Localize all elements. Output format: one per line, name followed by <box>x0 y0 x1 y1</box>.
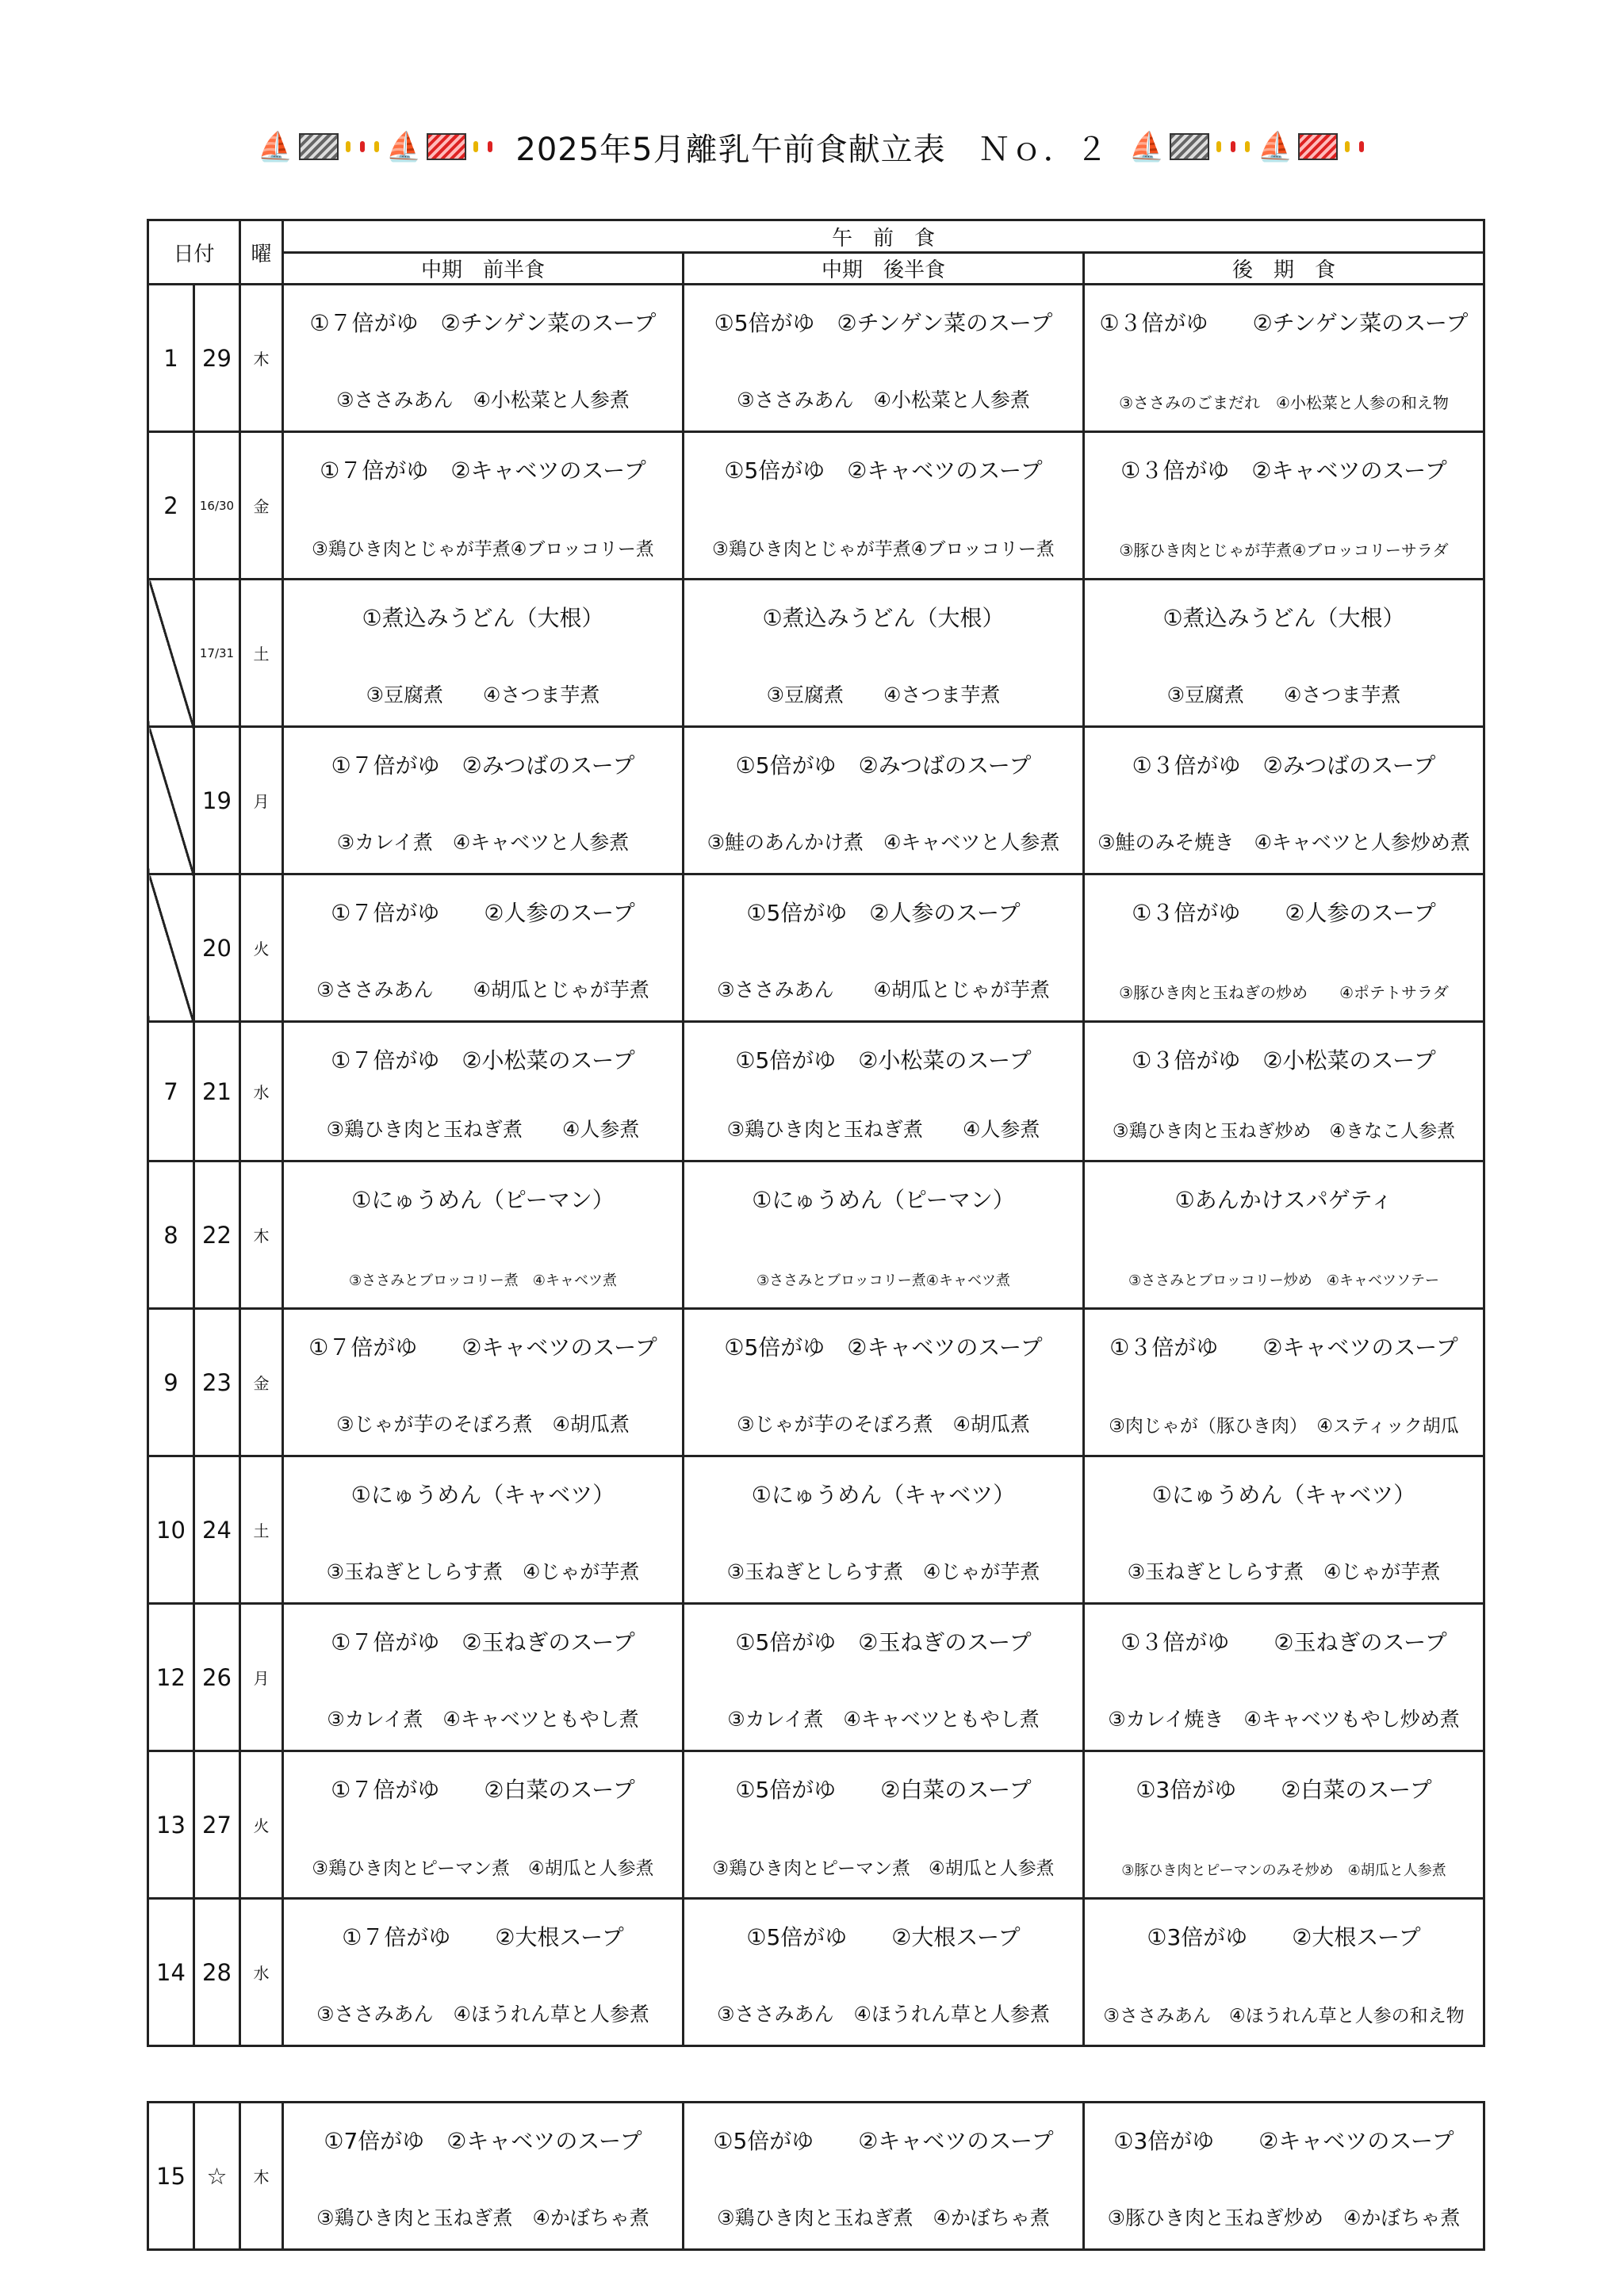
meal-line-1: ①7倍がゆ ②キャベツのスープ <box>324 2128 642 2154</box>
streamer-icon <box>1216 141 1221 152</box>
koinobori-red-icon <box>427 133 466 160</box>
row-weekday: 土 <box>240 1456 283 1604</box>
row-day: ☆ <box>194 2103 240 2250</box>
header-col-late: 後 期 食 <box>1084 253 1484 285</box>
meal-line-1: ①７倍がゆ ②白菜のスープ <box>331 1777 635 1803</box>
meal-line-2: ③鮭のあんかけ煮 ④キャベツと人参煮 <box>707 831 1060 854</box>
meal-line-2: ③カレイ煮 ④キャベツと人参煮 <box>336 831 630 854</box>
ship-icon: ⛵ <box>385 131 423 163</box>
meal-cell-m1 <box>283 432 684 580</box>
special-table <box>147 2101 1485 2251</box>
meal-cell-m2 <box>684 285 1084 432</box>
meal-line-1: ①にゅうめん（ピーマン） <box>752 1187 1015 1213</box>
meal-line-2: ③ささみのごまだれ ④小松菜と人参の和え物 <box>1119 393 1449 412</box>
meal-line-1: ①３倍がゆ ②チンゲン菜のスープ <box>1099 310 1469 336</box>
header-col-mid-late: 中期 後半食 <box>684 253 1084 285</box>
meal-cell-m2 <box>684 1899 1084 2046</box>
meal-line-1: ①煮込みうどん（大根） <box>762 605 1005 631</box>
meal-line-1: ①3倍がゆ ②白菜のスープ <box>1136 1777 1432 1803</box>
meal-cell-m3 <box>1084 2103 1484 2250</box>
meal-cell-m3 <box>1084 1022 1484 1161</box>
row-number: 8 <box>148 1161 194 1309</box>
row-day: 16/30 <box>194 432 240 580</box>
meal-line-1: ①にゅうめん（キャベツ） <box>350 1482 615 1508</box>
meal-line-2: ③ささみとブロッコリー煮④キャベツ煮 <box>756 1272 1010 1289</box>
meal-line-1: ①5倍がゆ ②キャベツのスープ <box>713 2128 1054 2154</box>
meal-cell-m3 <box>1084 1604 1484 1751</box>
meal-line-1: ①３倍がゆ ②キャベツのスープ <box>1109 1334 1458 1360</box>
koinobori-gray-icon <box>1170 133 1209 160</box>
meal-line-2: ③豚ひき肉とじゃが芋煮④ブロッコリーサラダ <box>1119 541 1449 560</box>
meal-cell-m3 <box>1084 727 1484 874</box>
meal-cell-m3 <box>1084 1751 1484 1899</box>
meal-line-2: ③ささみあん ④ほうれん草と人参煮 <box>316 2003 649 2026</box>
meal-cell-m3 <box>1084 1309 1484 1456</box>
meal-cell-m1 <box>283 1161 684 1309</box>
menu-row <box>148 285 1484 432</box>
meal-line-1: ①にゅうめん（キャベツ） <box>751 1482 1016 1508</box>
meal-cell-m1 <box>283 1309 684 1456</box>
meal-line-1: ①７倍がゆ ②小松菜のスープ <box>331 1047 635 1073</box>
meal-line-2: ③鶏ひき肉と玉ねぎ煮 ④人参煮 <box>726 1118 1040 1141</box>
meal-line-1: ①７倍がゆ ②人参のスープ <box>331 900 635 926</box>
meal-cell-m1 <box>283 580 684 727</box>
koinobori-red-icon <box>1298 133 1338 160</box>
meal-cell-m1 <box>283 727 684 874</box>
meal-line-1: ①5倍がゆ ②玉ねぎのスープ <box>735 1629 1032 1655</box>
menu-row <box>148 580 1484 727</box>
meal-cell-m3 <box>1084 285 1484 432</box>
meal-line-2: ③玉ねぎとしらす煮 ④じゃが芋煮 <box>326 1560 640 1583</box>
meal-line-2: ③カレイ煮 ④キャベツともやし煮 <box>327 1708 639 1731</box>
row-day: 17/31 <box>194 580 240 727</box>
ship-icon: ⛵ <box>1257 131 1294 163</box>
header-subrow <box>148 253 1484 285</box>
meal-cell-m1 <box>283 2103 684 2250</box>
meal-line-2: ③豆腐煮 ④さつま芋煮 <box>366 683 600 706</box>
meal-cell-m1 <box>283 1604 684 1751</box>
row-day: 23 <box>194 1309 240 1456</box>
meal-line-2: ③鶏ひき肉とじゃが芋煮④ブロッコリー煮 <box>312 539 654 560</box>
row-weekday: 月 <box>240 727 283 874</box>
menu-row <box>148 432 1484 580</box>
meal-cell-m1 <box>283 285 684 432</box>
meal-line-2: ③鶏ひき肉とピーマン煮 ④胡瓜と人参煮 <box>312 1858 654 1879</box>
meal-line-2: ③玉ねぎとしらす煮 ④じゃが芋煮 <box>726 1560 1040 1583</box>
meal-line-1: ①3倍がゆ ②キャベツのスープ <box>1113 2128 1454 2154</box>
meal-line-2: ③ささみあん ④小松菜と人参煮 <box>737 388 1030 411</box>
row-weekday: 木 <box>240 2103 283 2250</box>
row-day: 27 <box>194 1751 240 1899</box>
meal-line-2: ③カレイ煮 ④キャベツともやし煮 <box>727 1708 1040 1731</box>
menu-table <box>147 219 1485 2047</box>
meal-line-1: ①７倍がゆ ②みつばのスープ <box>331 752 635 779</box>
meal-cell-m3 <box>1084 432 1484 580</box>
meal-line-1: ①３倍がゆ ②玉ねぎのスープ <box>1120 1629 1447 1655</box>
page-title-bar <box>0 119 1624 174</box>
menu-row <box>148 727 1484 874</box>
meal-cell-m1 <box>283 1022 684 1161</box>
meal-line-1: ①5倍がゆ ②小松菜のスープ <box>735 1047 1032 1073</box>
streamer-icon <box>1345 141 1350 152</box>
row-number <box>148 727 194 874</box>
koinobori-gray-icon <box>299 133 339 160</box>
row-day: 20 <box>194 874 240 1022</box>
meal-line-1: ①あんかけスパゲティ <box>1174 1187 1393 1213</box>
row-day: 26 <box>194 1604 240 1751</box>
meal-line-1: ①煮込みうどん（大根） <box>1162 605 1405 631</box>
meal-line-1: ①３倍がゆ ②人参のスープ <box>1132 900 1436 926</box>
title-decoration-right <box>1129 130 1367 163</box>
meal-cell-m2 <box>684 1751 1084 1899</box>
meal-cell-m3 <box>1084 1899 1484 2046</box>
meal-line-1: ①3倍がゆ ②大根スープ <box>1147 1924 1421 1950</box>
streamer-icon <box>374 141 379 152</box>
meal-line-2: ③鮭のみそ焼き ④キャベツと人参炒め煮 <box>1097 831 1470 854</box>
meal-line-2: ③カレイ焼き ④キャベツもやし炒め煮 <box>1108 1708 1460 1731</box>
header-meal: 午 前 食 <box>283 220 1484 253</box>
meal-line-2: ③ささみとブロッコリー煮 ④キャベツ煮 <box>349 1272 617 1289</box>
meal-line-1: ①にゅうめん（キャベツ） <box>1151 1482 1416 1508</box>
row-weekday: 木 <box>240 1161 283 1309</box>
meal-line-1: ①３倍がゆ ②小松菜のスープ <box>1132 1047 1436 1073</box>
meal-cell-m2 <box>684 874 1084 1022</box>
meal-line-2: ③じゃが芋のそぼろ煮 ④胡瓜煮 <box>336 1413 630 1436</box>
menu-row <box>148 1456 1484 1604</box>
meal-line-1: ①5倍がゆ ②キャベツのスープ <box>724 1334 1043 1360</box>
ship-icon: ⛵ <box>257 131 294 163</box>
meal-line-1: ①３倍がゆ ②キャベツのスープ <box>1120 457 1447 484</box>
meal-line-2: ③ささみあん ④ほうれん草と人参煮 <box>717 2003 1050 2026</box>
meal-cell-m3 <box>1084 874 1484 1022</box>
row-number <box>148 580 194 727</box>
meal-cell-m2 <box>684 1309 1084 1456</box>
meal-line-2: ③鶏ひき肉とじゃが芋煮④ブロッコリー煮 <box>712 539 1055 560</box>
row-day: 29 <box>194 285 240 432</box>
meal-line-2: ③鶏ひき肉と玉ねぎ炒め ④きなこ人参煮 <box>1112 1121 1456 1142</box>
meal-line-1: ①5倍がゆ ②白菜のスープ <box>735 1777 1032 1803</box>
page-title: 2025年5月離乳午前食献立表 Ｎｏ．２ <box>515 131 1109 168</box>
streamer-icon <box>1231 141 1235 152</box>
row-number: 1 <box>148 285 194 432</box>
meal-cell-m2 <box>684 1456 1084 1604</box>
meal-line-2: ③鶏ひき肉とピーマン煮 ④胡瓜と人参煮 <box>712 1858 1055 1879</box>
meal-cell-m2 <box>684 580 1084 727</box>
streamer-icon <box>346 141 350 152</box>
row-weekday: 火 <box>240 1751 283 1899</box>
meal-line-2: ③ささみあん ④小松菜と人参煮 <box>336 388 630 411</box>
row-day: 24 <box>194 1456 240 1604</box>
row-weekday: 金 <box>240 1309 283 1456</box>
streamer-icon <box>488 141 492 152</box>
menu-row <box>148 1899 1484 2046</box>
meal-line-2: ③豆腐煮 ④さつま芋煮 <box>766 683 1001 706</box>
meal-cell-m1 <box>283 1456 684 1604</box>
menu-row <box>148 1309 1484 1456</box>
row-day: 21 <box>194 1022 240 1161</box>
meal-line-1: ①にゅうめん（ピーマン） <box>351 1187 615 1213</box>
row-weekday: 火 <box>240 874 283 1022</box>
header-col-mid-early: 中期 前半食 <box>283 253 684 285</box>
meal-line-2: ③鶏ひき肉と玉ねぎ煮 ④かぼちゃ煮 <box>717 2206 1050 2229</box>
row-weekday: 月 <box>240 1604 283 1751</box>
streamer-icon <box>1245 141 1250 152</box>
row-number: 10 <box>148 1456 194 1604</box>
meal-line-1: ①７倍がゆ ②チンゲン菜のスープ <box>309 310 657 336</box>
meal-cell-m2 <box>684 1161 1084 1309</box>
row-day: 28 <box>194 1899 240 2046</box>
header-dow: 曜 <box>240 220 283 285</box>
menu-row <box>148 2103 1484 2250</box>
meal-line-1: ①７倍がゆ ②キャベツのスープ <box>320 457 646 484</box>
ship-icon: ⛵ <box>1128 131 1166 163</box>
meal-line-1: ①７倍がゆ ②キャベツのスープ <box>308 1334 657 1360</box>
meal-line-2: ③じゃが芋のそぼろ煮 ④胡瓜煮 <box>737 1413 1030 1436</box>
meal-cell-m3 <box>1084 1161 1484 1309</box>
meal-line-2: ③ささみあん ④胡瓜とじゃが芋煮 <box>316 978 649 1001</box>
row-number: 13 <box>148 1751 194 1899</box>
row-weekday: 水 <box>240 1899 283 2046</box>
meal-line-2: ③豚ひき肉と玉ねぎ炒め ④かぼちゃ煮 <box>1107 2206 1461 2229</box>
row-weekday: 木 <box>240 285 283 432</box>
meal-line-1: ①5倍がゆ ②人参のスープ <box>746 900 1021 926</box>
row-day: 22 <box>194 1161 240 1309</box>
header-date: 日付 <box>148 220 240 285</box>
meal-line-2: ③ささみあん ④胡瓜とじゃが芋煮 <box>717 978 1050 1001</box>
row-number: 9 <box>148 1309 194 1456</box>
meal-line-1: ①煮込みうどん（大根） <box>362 605 604 631</box>
meal-line-1: ①5倍がゆ ②みつばのスープ <box>735 752 1032 779</box>
meal-cell-m2 <box>684 2103 1084 2250</box>
streamer-icon <box>1359 141 1364 152</box>
streamer-icon <box>360 141 365 152</box>
meal-cell-m1 <box>283 1899 684 2046</box>
meal-line-2: ③玉ねぎとしらす煮 ④じゃが芋煮 <box>1127 1560 1441 1583</box>
row-number: 2 <box>148 432 194 580</box>
row-weekday: 水 <box>240 1022 283 1161</box>
meal-cell-m1 <box>283 874 684 1022</box>
meal-line-1: ①７倍がゆ ②玉ねぎのスープ <box>331 1629 635 1655</box>
meal-line-2: ③鶏ひき肉と玉ねぎ煮 ④かぼちゃ煮 <box>316 2206 649 2229</box>
meal-line-2: ③豚ひき肉と玉ねぎの炒め ④ポテトサラダ <box>1119 983 1449 1002</box>
meal-line-2: ③鶏ひき肉と玉ねぎ煮 ④人参煮 <box>326 1118 640 1141</box>
row-number: 14 <box>148 1899 194 2046</box>
meal-line-2: ③肉じゃが（豚ひき肉） ④スティック胡瓜 <box>1109 1416 1459 1437</box>
meal-line-1: ①5倍がゆ ②大根スープ <box>746 1924 1021 1950</box>
meal-cell-m2 <box>684 727 1084 874</box>
title-decoration-left <box>258 130 496 163</box>
row-number <box>148 874 194 1022</box>
menu-row <box>148 1604 1484 1751</box>
meal-line-1: ①７倍がゆ ②大根スープ <box>342 1924 624 1950</box>
meal-line-2: ③豚ひき肉とピーマンのみそ炒め ④胡瓜と人参煮 <box>1121 1862 1446 1879</box>
meal-line-1: ①３倍がゆ ②みつばのスープ <box>1132 752 1436 779</box>
meal-line-2: ③ささみとブロッコリー炒め ④キャベツソテー <box>1128 1272 1439 1289</box>
row-day: 19 <box>194 727 240 874</box>
streamer-icon <box>473 141 478 152</box>
menu-row <box>148 1751 1484 1899</box>
meal-cell-m2 <box>684 432 1084 580</box>
row-weekday: 土 <box>240 580 283 727</box>
row-number: 12 <box>148 1604 194 1751</box>
meal-line-1: ①5倍がゆ ②キャベツのスープ <box>724 457 1043 484</box>
menu-row <box>148 874 1484 1022</box>
meal-cell-m3 <box>1084 1456 1484 1604</box>
menu-row <box>148 1022 1484 1161</box>
meal-line-2: ③ささみあん ④ほうれん草と人参の和え物 <box>1103 2006 1465 2026</box>
row-number: 15 <box>148 2103 194 2250</box>
meal-cell-m1 <box>283 1751 684 1899</box>
meal-cell-m3 <box>1084 580 1484 727</box>
header-row <box>148 220 1484 253</box>
meal-cell-m2 <box>684 1022 1084 1161</box>
row-weekday: 金 <box>240 432 283 580</box>
meal-line-2: ③豆腐煮 ④さつま芋煮 <box>1166 683 1401 706</box>
meal-cell-m2 <box>684 1604 1084 1751</box>
menu-row <box>148 1161 1484 1309</box>
row-number: 7 <box>148 1022 194 1161</box>
meal-line-1: ①5倍がゆ ②チンゲン菜のスープ <box>714 310 1053 336</box>
